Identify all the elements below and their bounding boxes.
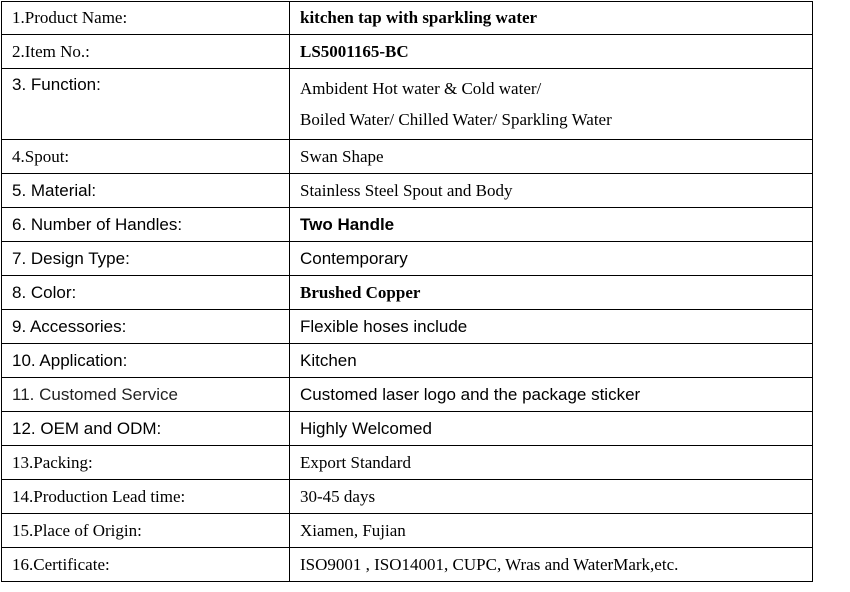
spec-value: Customed laser logo and the package sticker [290,378,813,412]
spec-value-line: Ambident Hot water & Cold water/ [300,79,542,98]
spec-value: Stainless Steel Spout and Body [290,174,813,208]
spec-value: Two Handle [290,208,813,242]
table-row [2,548,813,582]
spec-label: 9. Accessories: [2,310,290,344]
table-row [2,514,813,548]
spec-value: Xiamen, Fujian [290,514,813,548]
table-row [2,140,813,174]
spec-value-line: Boiled Water/ Chilled Water/ Sparkling Water [300,110,612,129]
product-spec-table [1,1,813,582]
spec-value: Highly Welcomed [290,412,813,446]
table-row [2,480,813,514]
spec-label: 3. Function: [2,69,290,140]
table-row [2,35,813,69]
table-row [2,208,813,242]
spec-value: ISO9001 , ISO14001, CUPC, Wras and WaterMark,etc. [290,548,813,582]
table-row [2,412,813,446]
spec-label: 1.Product Name: [2,2,290,35]
table-row [2,276,813,310]
table-row [2,174,813,208]
spec-label: 11. Customed Service [2,378,290,412]
spec-value: Contemporary [290,242,813,276]
spec-value: LS5001165-BC [290,35,813,69]
spec-label: 2.Item No.: [2,35,290,69]
table-row [2,310,813,344]
table-row [2,69,813,140]
spec-label: 13.Packing: [2,446,290,480]
spec-label: 16.Certificate: [2,548,290,582]
table-row [2,446,813,480]
table-row [2,344,813,378]
table-row [2,2,813,35]
spec-value: Brushed Copper [290,276,813,310]
spec-value [290,69,813,140]
spec-value: Swan Shape [290,140,813,174]
table-row [2,242,813,276]
spec-label: 10. Application: [2,344,290,378]
spec-label: 4.Spout: [2,140,290,174]
spec-label: 7. Design Type: [2,242,290,276]
spec-label: 8. Color: [2,276,290,310]
spec-value: kitchen tap with sparkling water [290,2,813,35]
spec-value: Kitchen [290,344,813,378]
spec-label: 5. Material: [2,174,290,208]
spec-label: 14.Production Lead time: [2,480,290,514]
spec-value: Export Standard [290,446,813,480]
spec-label: 12. OEM and ODM: [2,412,290,446]
spec-label: 6. Number of Handles: [2,208,290,242]
table-row [2,378,813,412]
spec-value: 30-45 days [290,480,813,514]
spec-value: Flexible hoses include [290,310,813,344]
spec-label: 15.Place of Origin: [2,514,290,548]
